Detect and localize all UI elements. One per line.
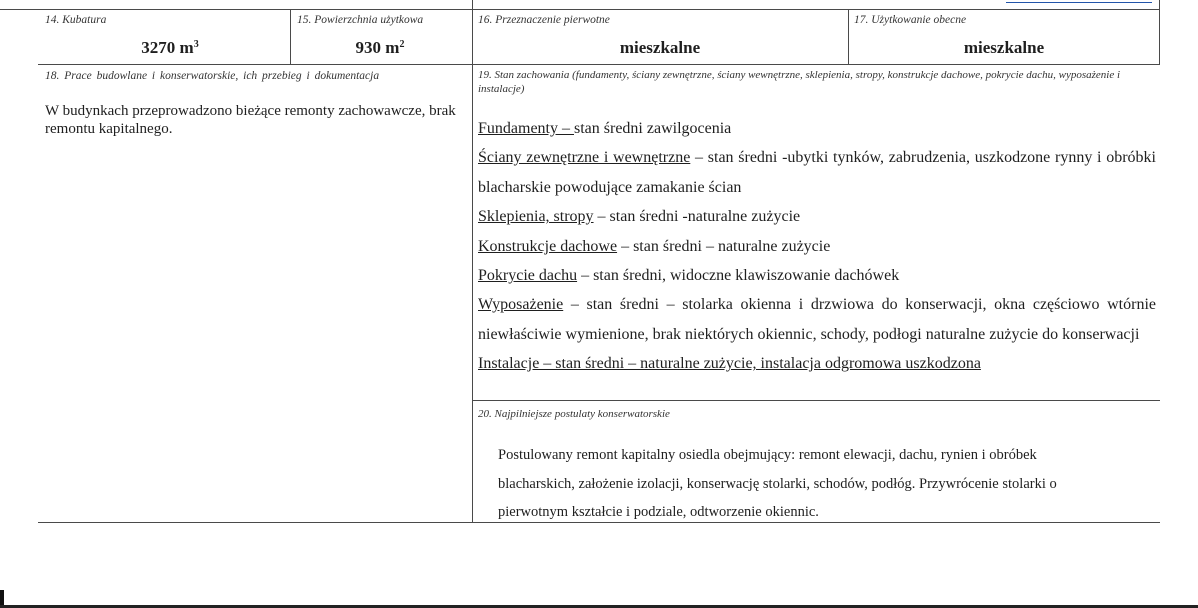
postulaty-text [498,441,1138,527]
stan-list [478,114,1156,379]
top-border [0,9,1160,10]
stan-term: Ściany zewnętrzne i wewnętrzne [478,149,691,167]
stan-item-instalacje [478,349,1156,378]
stan-term: Sklepienia, stropy [478,208,594,226]
stan-term: Wyposażenie [478,296,564,314]
postulaty-line: Postulowany remont kapitalny osiedla obejmujący: remont elewacji, dachu, rynien i obróbek [498,447,1037,463]
postulaty-line: pierwotnym kształcie i podziale, odtworzenie okiennic. [498,504,819,520]
stan-desc: – stan średni – stolarka okienna i drzwiowa do konserwacji, okna częściowo wtórnie niewłaściwie wymienione, brak niektórych okiennic, schody, podłogi naturalne zużycie do konserwacji [478,296,1156,343]
prace-text: W budynkach przeprowadzono bieżące remonty zachowawcze, brak remontu kapitalnego. [45,103,456,137]
kubatura-value [100,38,240,58]
kubatura-label: 14. Kubatura [45,14,107,26]
kubatura-number: 3270 [141,38,176,57]
stan-term: Instalacje – stan średni – naturalne zużycie, instalacja odgromowa uszkodzona [478,355,981,373]
stan-term: Konstrukcje dachowe [478,237,618,255]
powierzchnia-value [320,38,440,58]
postulaty-line: blacharskich, założenie izolacji, konserwację stolarki, schodów, podłóg. Przywrócenie stolarki o [498,475,1057,492]
right-border-top [1159,0,1160,65]
divider-19-20 [472,400,1160,401]
stan-desc: – stan średni -ubytki tynków, zabrudzenia, uszkodzone rynny i obróbki blacharskie powodujące zamakanie ścian [478,149,1156,196]
stan-item-sklepienia [478,202,1156,231]
powierzchnia-number: 930 [355,38,382,57]
prace-label: 18. Prace budowlane i konserwatorskie, ich przebieg i dokumentacja [45,70,380,82]
uzytkowanie-label: 17. Użytkowanie obecne [854,14,967,26]
stan-item-wyposazenie [478,290,1156,349]
divider-14-15 [290,9,291,64]
row1-bottom-border [38,64,1160,65]
stan-item-konstrukcje [478,232,1156,261]
stan-desc: stan średni zawilgocenia [574,120,732,137]
stan-desc: – stan średni -naturalne zużycie [593,208,801,226]
top-right-underline [1006,2,1152,3]
stan-item-pokrycie [478,261,1156,290]
stan-term: Pokrycie dachu [478,267,578,285]
przeznaczenie-value: mieszkalne [619,38,701,57]
kubatura-unit-exp: 3 [193,39,199,50]
postulaty-label: 20. Najpilniejsze postulaty konserwatorskie [478,408,670,420]
stan-desc: – stan średni – naturalne zużycie [617,237,831,255]
divider-15-16 [472,0,473,522]
stan-item-fundamenty [478,114,1156,143]
stan-label: 19. Stan zachowania (fundamenty, ściany zewnętrzne, ściany wewnętrzne, sklepienia, stropy, konstrukcje dachowe, pokrycie dachu, wyposażenie i instalacje) [478,69,1121,95]
kubatura-unit: m [179,38,194,57]
uzytkowanie-value: mieszkalne [963,38,1045,57]
powierzchnia-unit-exp: 2 [399,39,405,50]
stan-desc: – stan średni, widoczne klawiszowanie dachówek [577,267,900,285]
divider-16-17 [848,9,849,64]
przeznaczenie-label: 16. Przeznaczenie pierwotne [478,14,610,26]
stan-term: Fundamenty – [478,120,574,137]
stan-item-sciany [478,143,1156,202]
powierzchnia-label: 15. Powierzchnia użytkowa [297,14,424,26]
powierzchnia-unit: m [385,38,400,57]
